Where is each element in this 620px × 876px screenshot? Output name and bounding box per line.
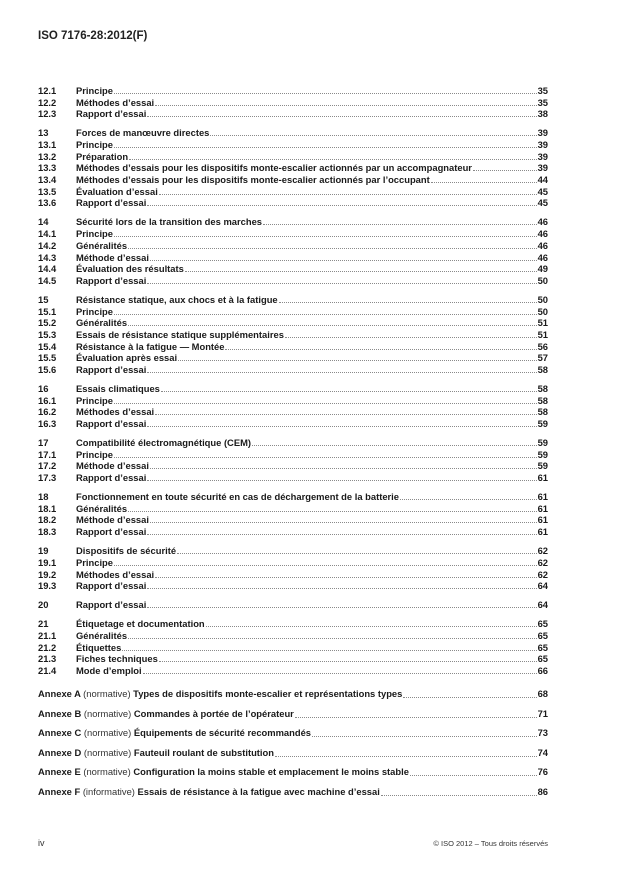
toc-entry[interactable] <box>38 418 548 430</box>
toc-entry-number: 14.3 <box>38 251 57 263</box>
toc-entry-page[interactable]: 44 <box>537 174 548 186</box>
dot-leader <box>147 580 536 589</box>
toc-entry-page[interactable]: 59 <box>537 418 548 430</box>
toc-entry-page[interactable]: 51 <box>537 328 548 340</box>
toc-entry-page[interactable]: 50 <box>537 274 548 286</box>
toc-entry-page[interactable]: 65 <box>537 653 548 665</box>
dot-leader <box>285 329 537 338</box>
toc-entry-title[interactable]: Étiquetage et documentation <box>76 618 205 630</box>
dot-leader <box>279 294 537 303</box>
dot-leader <box>114 228 537 237</box>
toc-entry[interactable] <box>38 162 548 174</box>
annex-label: Annexe B <box>38 707 82 719</box>
toc-entry-page[interactable]: 62 <box>537 556 548 568</box>
toc-entry-title[interactable]: Dispositifs de sécurité <box>76 545 177 557</box>
toc-entry-title[interactable]: Essais de résistance statique supplémentaires <box>76 328 284 340</box>
page-number: iv <box>38 838 45 848</box>
toc-entry[interactable] <box>38 275 548 287</box>
toc-entry[interactable] <box>38 108 548 120</box>
toc-entry[interactable] <box>38 139 548 151</box>
toc-entry-page[interactable]: 39 <box>537 150 548 162</box>
annex-type: (normative) <box>83 746 132 758</box>
annex-entry-text[interactable] <box>38 743 274 763</box>
annex-type: (informative) <box>82 785 135 797</box>
toc-section-group <box>38 216 548 286</box>
toc-entry-title[interactable]: Principe <box>76 394 113 406</box>
toc-entry[interactable] <box>38 317 548 329</box>
toc-entry[interactable] <box>38 665 548 677</box>
annex-entry-page[interactable]: 76 <box>537 766 548 778</box>
dot-leader <box>185 263 537 272</box>
annex-entry[interactable] <box>38 782 548 802</box>
toc-entry-title[interactable]: Évaluation après essai <box>76 352 178 364</box>
toc-entry[interactable] <box>38 503 548 515</box>
dot-leader <box>161 383 537 392</box>
annex-entry-text[interactable] <box>38 723 311 743</box>
toc-entry[interactable] <box>38 352 548 364</box>
toc-entry[interactable] <box>38 642 548 654</box>
toc-entry-page[interactable]: 39 <box>537 139 548 151</box>
dot-leader <box>473 162 537 171</box>
toc-entry[interactable] <box>38 599 548 611</box>
dot-leader <box>150 460 537 469</box>
toc-entry[interactable] <box>38 491 548 503</box>
toc-entry-page[interactable]: 39 <box>537 162 548 174</box>
toc-entry-number: 13.6 <box>38 197 57 209</box>
toc-entry[interactable] <box>38 395 548 407</box>
toc-section-group <box>38 491 548 538</box>
annex-entry[interactable] <box>38 723 548 743</box>
toc-entry-page[interactable]: 58 <box>537 406 548 418</box>
toc-entry-page[interactable]: 51 <box>537 317 548 329</box>
annex-entry[interactable] <box>38 704 548 724</box>
toc-entry-title[interactable]: Rapport d’essai <box>76 472 147 484</box>
toc-entry-number: 21.2 <box>38 641 57 653</box>
annex-entry-text[interactable] <box>38 684 402 704</box>
toc-entry-page[interactable]: 61 <box>537 526 548 538</box>
toc-entry-page[interactable]: 61 <box>537 491 548 503</box>
toc-entry[interactable] <box>38 85 548 97</box>
toc-entry-number: 14.2 <box>38 239 57 251</box>
toc-entry-title[interactable]: Principe <box>76 228 113 240</box>
toc-entry-number: 14.1 <box>38 228 57 240</box>
toc-entry-page[interactable]: 58 <box>537 364 548 376</box>
toc-entry[interactable] <box>38 294 548 306</box>
dot-leader <box>400 491 537 500</box>
toc-entry-page[interactable]: 64 <box>537 580 548 592</box>
dot-leader <box>295 704 537 718</box>
toc-entry-number: 13.3 <box>38 162 57 174</box>
toc-entry[interactable] <box>38 174 548 186</box>
toc-entry-title[interactable]: Généralités <box>76 317 128 329</box>
toc-entry-title[interactable]: Principe <box>76 85 113 96</box>
dot-leader <box>155 406 536 415</box>
toc-entry-number: 13.1 <box>38 139 57 151</box>
annex-entry-text[interactable] <box>38 762 409 782</box>
toc-entry-number: 18.1 <box>38 502 57 514</box>
dot-leader <box>403 684 536 698</box>
toc-entry[interactable] <box>38 216 548 228</box>
dot-leader <box>155 97 536 106</box>
toc-entry-page[interactable]: 58 <box>537 394 548 406</box>
dot-leader <box>206 618 537 627</box>
toc-entry-title[interactable]: Méthode d’essai <box>76 460 149 472</box>
toc-entry-title[interactable]: Rapport d’essai <box>76 364 147 376</box>
toc-entry-number: 19.2 <box>38 568 57 580</box>
toc-entry-title[interactable]: Rapport d’essai <box>76 599 147 611</box>
toc-entry-page[interactable]: 59 <box>537 460 548 472</box>
toc-entry-title[interactable]: Généralités <box>76 239 128 251</box>
annex-title: Types de dispositifs monte-escalier et représentations types <box>133 687 403 699</box>
toc-entry-page[interactable]: 58 <box>537 383 548 394</box>
toc-entry-page[interactable]: 38 <box>537 108 548 120</box>
toc-entry[interactable] <box>38 263 548 275</box>
dot-leader <box>159 186 537 195</box>
annex-entry[interactable] <box>38 762 548 782</box>
toc-entry-title[interactable]: Principe <box>76 139 113 151</box>
toc-entry-title[interactable]: Préparation <box>76 150 129 162</box>
toc-entry-number: 21.4 <box>38 664 57 676</box>
toc-entry-page[interactable]: 50 <box>537 293 548 305</box>
toc-entry-title[interactable]: Rapport d’essai <box>76 108 147 120</box>
toc-entry-title[interactable]: Sécurité lors de la transition des marches <box>76 216 263 228</box>
copyright-notice: © ISO 2012 – Tous droits réservés <box>433 839 548 848</box>
dot-leader <box>381 782 537 796</box>
toc-entry-page[interactable]: 46 <box>537 228 548 240</box>
toc-entry[interactable] <box>38 197 548 209</box>
toc-entry-number: 14 <box>38 216 49 228</box>
toc-entry-page[interactable]: 50 <box>537 305 548 317</box>
toc-entry-number: 13.2 <box>38 150 57 162</box>
toc-entry[interactable] <box>38 557 548 569</box>
annex-title: Configuration la moins stable et emplacement le moins stable <box>133 766 409 778</box>
toc-entry-number: 19.1 <box>38 556 57 568</box>
toc-entry-title[interactable]: Essais climatiques <box>76 383 160 394</box>
toc-entry[interactable] <box>38 472 548 484</box>
dot-leader <box>263 216 537 225</box>
toc-entry[interactable] <box>38 460 548 472</box>
dot-leader <box>159 653 537 662</box>
toc-entry-number: 21.3 <box>38 653 57 665</box>
toc-entry-page[interactable]: 39 <box>537 127 548 139</box>
toc-entry[interactable] <box>38 240 548 252</box>
toc-entry-page[interactable]: 65 <box>537 641 548 653</box>
annex-title: Équipements de sécurité recommandés <box>133 727 312 739</box>
toc-entry-title[interactable]: Méthode d’essai <box>76 514 149 526</box>
toc-entry-number: 18.3 <box>38 526 57 538</box>
dot-leader <box>225 341 536 350</box>
dot-leader <box>114 395 537 404</box>
annex-label: Annexe D <box>38 746 82 758</box>
toc-entry-page[interactable]: 35 <box>537 85 548 96</box>
toc-entry-page[interactable]: 46 <box>537 239 548 251</box>
toc-entry-title[interactable]: Résistance statique, aux chocs et à la fatigue <box>76 293 278 305</box>
toc-entry-number: 16.2 <box>38 406 57 418</box>
dot-leader <box>147 108 536 117</box>
toc-entry-page[interactable]: 59 <box>537 437 548 449</box>
annex-label: Annexe E <box>38 766 81 778</box>
annex-entry-text[interactable] <box>38 704 294 724</box>
toc-entry[interactable] <box>38 306 548 318</box>
toc-entry-number: 12.1 <box>38 85 57 96</box>
toc-entry[interactable] <box>38 364 548 376</box>
toc-entry-title[interactable]: Compatibilité électromagnétique (CEM) <box>76 437 252 449</box>
dot-leader <box>114 306 537 315</box>
toc-section-group <box>38 383 548 430</box>
dot-leader <box>210 127 536 136</box>
toc-entry-title[interactable]: Forces de manœuvre directes <box>76 127 210 139</box>
toc-entry-number: 17.2 <box>38 460 57 472</box>
annex-title: Essais de résistance à la fatigue avec machine d’essai <box>137 785 380 797</box>
toc-entry-number: 19 <box>38 545 49 557</box>
toc-section-group <box>38 618 548 676</box>
annex-entry-page[interactable]: 73 <box>537 727 548 739</box>
dot-leader <box>150 514 537 523</box>
toc-entry-page[interactable]: 65 <box>537 629 548 641</box>
toc-entry[interactable] <box>38 630 548 642</box>
toc-entry-title[interactable]: Rapport d’essai <box>76 274 147 286</box>
toc-entry[interactable] <box>38 228 548 240</box>
toc-entry-title[interactable]: Fiches techniques <box>76 653 158 665</box>
toc-entry-page[interactable]: 49 <box>537 263 548 275</box>
toc-entry-number: 13 <box>38 127 49 139</box>
toc-entry-title[interactable]: Rapport d’essai <box>76 418 147 430</box>
toc-entry-page[interactable]: 57 <box>537 352 548 364</box>
toc-entry-page[interactable]: 62 <box>537 545 548 557</box>
toc-entry-page[interactable]: 45 <box>537 185 548 197</box>
toc-entry-title[interactable]: Généralités <box>76 502 128 514</box>
annex-entry-page[interactable]: 68 <box>537 687 548 699</box>
toc-entry-number: 12.2 <box>38 96 57 108</box>
toc-entry-title[interactable]: Méthodes d’essais pour les dispositifs monte-escalier actionnés par un accompagnateur <box>76 162 472 174</box>
dot-leader <box>177 545 537 554</box>
toc-entry-title[interactable]: Évaluation des résultats <box>76 263 184 275</box>
dot-leader <box>122 642 536 651</box>
annex-title: Fauteuil roulant de substitution <box>133 746 274 758</box>
dot-leader <box>129 151 536 160</box>
dot-leader <box>147 472 536 481</box>
toc-entry-number: 14.5 <box>38 274 57 286</box>
dot-leader <box>150 252 537 261</box>
toc-section-group <box>38 294 548 376</box>
dot-leader <box>147 197 536 206</box>
toc-entry[interactable] <box>38 151 548 163</box>
toc-entry-title[interactable]: Mode d’emploi <box>76 664 142 676</box>
dot-leader <box>155 569 536 578</box>
dot-leader <box>114 85 537 94</box>
dot-leader <box>147 526 536 535</box>
dot-leader <box>128 630 536 639</box>
toc-entry-title[interactable]: Méthodes d’essais pour les dispositifs monte-escalier actionnés par l’occupant <box>76 174 430 186</box>
toc-entry-number: 15.6 <box>38 364 57 376</box>
dot-leader <box>312 723 537 737</box>
toc-entry-page[interactable]: 46 <box>537 216 548 228</box>
toc-entry-title[interactable]: Rapport d’essai <box>76 526 147 538</box>
dot-leader <box>114 449 537 458</box>
dot-leader <box>114 139 537 148</box>
dot-leader <box>431 174 537 183</box>
toc-entry-page[interactable]: 61 <box>537 502 548 514</box>
toc-entry-number: 18 <box>38 491 49 503</box>
dot-leader <box>178 352 536 361</box>
toc-entry-number: 13.5 <box>38 185 57 197</box>
toc-entry-number: 16.3 <box>38 418 57 430</box>
toc-entry-number: 15 <box>38 293 49 305</box>
toc-entry[interactable] <box>38 569 548 581</box>
toc-entry-title[interactable]: Méthode d’essai <box>76 251 149 263</box>
annex-type: (normative) <box>83 707 132 719</box>
toc-entry-number: 16 <box>38 383 49 394</box>
toc-entry-number: 14.4 <box>38 263 57 275</box>
toc-entry[interactable] <box>38 252 548 264</box>
dot-leader <box>128 240 536 249</box>
annex-entry-page[interactable]: 74 <box>537 746 548 758</box>
toc-entry-page[interactable]: 66 <box>537 664 548 676</box>
toc-entry[interactable] <box>38 127 548 139</box>
toc-entry-number: 15.2 <box>38 317 57 329</box>
toc-entry-title[interactable]: Rapport d’essai <box>76 580 147 592</box>
toc-entry-number: 13.4 <box>38 174 57 186</box>
annex-entry-page[interactable]: 71 <box>537 707 548 719</box>
toc-entry-title[interactable]: Rapport d’essai <box>76 197 147 209</box>
annex-label: Annexe C <box>38 727 82 739</box>
annex-title: Commandes à portée de l’opérateur <box>133 707 294 719</box>
toc-entry-number: 21.1 <box>38 629 57 641</box>
dot-leader <box>147 418 536 427</box>
toc-section-group <box>38 85 548 120</box>
toc-entry[interactable] <box>38 97 548 109</box>
toc-entry[interactable] <box>38 545 548 557</box>
toc-entry-title[interactable]: Méthodes d’essai <box>76 406 155 418</box>
toc-entry[interactable] <box>38 653 548 665</box>
toc-entry-title[interactable]: Principe <box>76 556 113 568</box>
annex-entry[interactable] <box>38 684 548 704</box>
dot-leader <box>147 275 536 284</box>
dot-leader <box>128 503 536 512</box>
table-of-contents <box>38 85 548 801</box>
annex-entry-text[interactable] <box>38 782 380 802</box>
toc-entry-number: 17 <box>38 437 49 449</box>
toc-entry-title[interactable]: Résistance à la fatigue — Montée <box>76 340 225 352</box>
dot-leader <box>114 557 537 566</box>
toc-entry-title[interactable]: Méthodes d’essai <box>76 568 155 580</box>
annex-entry[interactable] <box>38 743 548 763</box>
toc-section-group <box>38 545 548 592</box>
toc-entry-title[interactable]: Principe <box>76 448 113 460</box>
dot-leader <box>143 665 537 674</box>
toc-entry-number: 18.2 <box>38 514 57 526</box>
annex-type: (normative) <box>83 727 132 739</box>
dot-leader <box>410 762 537 776</box>
toc-entry[interactable] <box>38 186 548 198</box>
toc-entry-number: 20 <box>38 599 49 611</box>
toc-entry-number: 21 <box>38 618 49 630</box>
annex-type: (normative) <box>83 687 131 699</box>
toc-entry-title[interactable]: Généralités <box>76 629 128 641</box>
annex-list <box>38 684 548 802</box>
toc-entry[interactable] <box>38 437 548 449</box>
toc-entry-number: 15.1 <box>38 305 57 317</box>
annex-entry-page[interactable]: 86 <box>537 785 548 797</box>
toc-entry-page[interactable]: 62 <box>537 568 548 580</box>
toc-entry-page[interactable]: 46 <box>537 251 548 263</box>
toc-entry-title[interactable]: Principe <box>76 305 113 317</box>
dot-leader <box>147 364 536 373</box>
dot-leader <box>275 743 537 757</box>
toc-entry-page[interactable]: 61 <box>537 472 548 484</box>
document-id-header: ISO 7176-28:2012(F) <box>38 30 148 42</box>
toc-section-group <box>38 127 548 209</box>
toc-entry[interactable] <box>38 329 548 341</box>
toc-entry-number: 15.3 <box>38 328 57 340</box>
toc-section-group <box>38 599 548 611</box>
toc-entry[interactable] <box>38 580 548 592</box>
toc-entry[interactable] <box>38 526 548 538</box>
annex-label: Annexe F <box>38 785 81 797</box>
toc-entry-title[interactable]: Méthodes d’essai <box>76 96 155 108</box>
toc-entry-page[interactable]: 35 <box>537 96 548 108</box>
toc-entry-number: 17.3 <box>38 472 57 484</box>
toc-entry-title[interactable]: Fonctionnement en toute sécurité en cas de déchargement de la batterie <box>76 491 399 503</box>
toc-entry[interactable] <box>38 383 548 395</box>
toc-entry-title[interactable]: Étiquettes <box>76 641 122 653</box>
dot-leader <box>252 437 537 446</box>
toc-entry-page[interactable]: 65 <box>537 618 548 630</box>
toc-entry-number: 15.5 <box>38 352 57 364</box>
annex-label: Annexe A <box>38 687 81 699</box>
toc-entry-number: 12.3 <box>38 108 57 120</box>
toc-entry-number: 16.1 <box>38 394 57 406</box>
toc-entry-title[interactable]: Évaluation d’essai <box>76 185 158 197</box>
toc-entry[interactable] <box>38 341 548 353</box>
toc-entry-number: 17.1 <box>38 448 57 460</box>
annex-type: (normative) <box>83 766 131 778</box>
toc-entry-page[interactable]: 56 <box>537 340 548 352</box>
toc-entry-page[interactable]: 61 <box>537 514 548 526</box>
toc-entry[interactable] <box>38 514 548 526</box>
toc-entry[interactable] <box>38 618 548 630</box>
toc-entry-page[interactable]: 64 <box>537 599 548 611</box>
toc-section-group <box>38 437 548 484</box>
toc-entry[interactable] <box>38 449 548 461</box>
toc-entry[interactable] <box>38 406 548 418</box>
toc-entry-number: 19.3 <box>38 580 57 592</box>
dot-leader <box>147 599 536 608</box>
toc-entry-page[interactable]: 59 <box>537 448 548 460</box>
dot-leader <box>128 317 536 326</box>
toc-entry-page[interactable]: 45 <box>537 197 548 209</box>
toc-entry-number: 15.4 <box>38 340 57 352</box>
